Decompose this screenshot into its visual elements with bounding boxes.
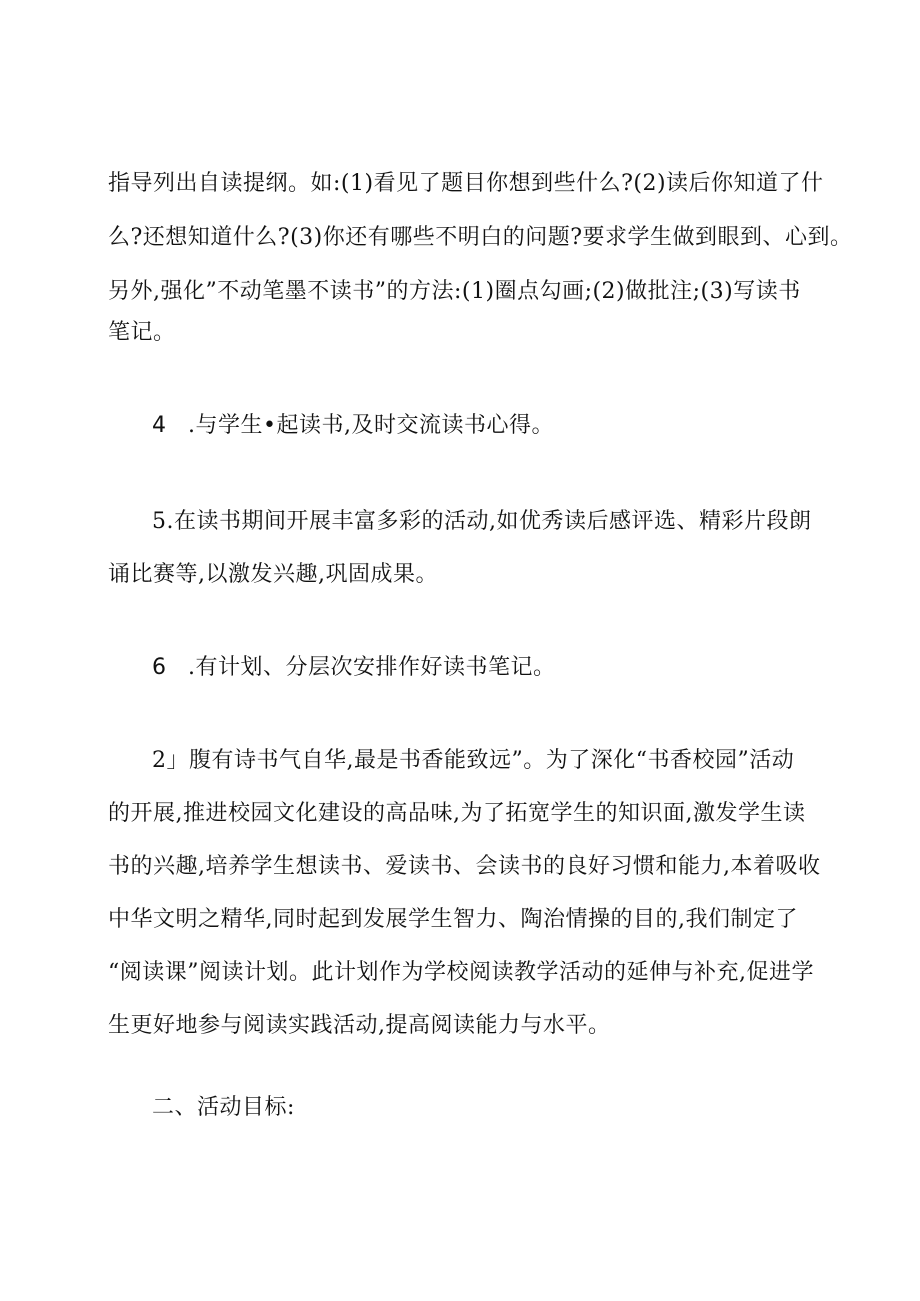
paragraph-1-line-2: 么?还想知道什么?(3)你还有哪些不明白的问题?要求学生做到眼到、心到。 bbox=[108, 225, 853, 250]
paragraph-2-line-2: 的开展,推进校园文化建设的高品味,为了拓宽学生的知识面,激发学生读 bbox=[108, 801, 806, 826]
paragraph-1-line-1: 指导列出自读提纲。如:(1)看见了题目你想到些什么?(2)读后你知道了什 bbox=[108, 171, 824, 196]
list-item-6 bbox=[152, 653, 556, 683]
paragraph-1-line-3: 另外,强化”不动笔墨不读书”的方法:(1)圈点勾画;(2)做批注;(3)写读书 bbox=[108, 279, 801, 304]
list-item-4 bbox=[152, 411, 554, 441]
list-item-6-text: .有计划、分层次安排作好读书笔记。 bbox=[188, 655, 556, 680]
list-item-5-line-2: 诵比赛等,以激发兴趣,巩固成果。 bbox=[108, 562, 438, 587]
paragraph-1-line-4: 笔记。 bbox=[108, 320, 176, 345]
paragraph-2-line-3: 书的兴趣,培养学生想读书、爱读书、会读书的良好习惯和能力,本着吸收 bbox=[108, 854, 821, 879]
paragraph-2-line-1: 2」腹有诗书气自华,最是书香能致远”。为了深化“书香校园”活动 bbox=[152, 748, 795, 773]
list-item-4-text: .与学生•起读书,及时交流读书心得。 bbox=[188, 413, 554, 438]
list-item-5-line-1: 5.在读书期间开展丰富多彩的活动,如优秀读后感评选、精彩片段朗 bbox=[152, 509, 812, 534]
paragraph-2-line-4: 中华文明之精华,同时起到发展学生智力、陶治情操的目的,我们制定了 bbox=[108, 907, 798, 932]
section-heading: 二、活动目标: bbox=[152, 1095, 295, 1120]
paragraph-2-line-6: 生更好地参与阅读实践活动,提高阅读能力与水平。 bbox=[108, 1013, 611, 1038]
list-item-6-number: 6 bbox=[152, 655, 167, 680]
paragraph-2-line-5: “阅读课”阅读计划。此计划作为学校阅读教学活动的延伸与补充,促进学 bbox=[108, 960, 814, 985]
list-item-4-number: 4 bbox=[152, 413, 167, 438]
